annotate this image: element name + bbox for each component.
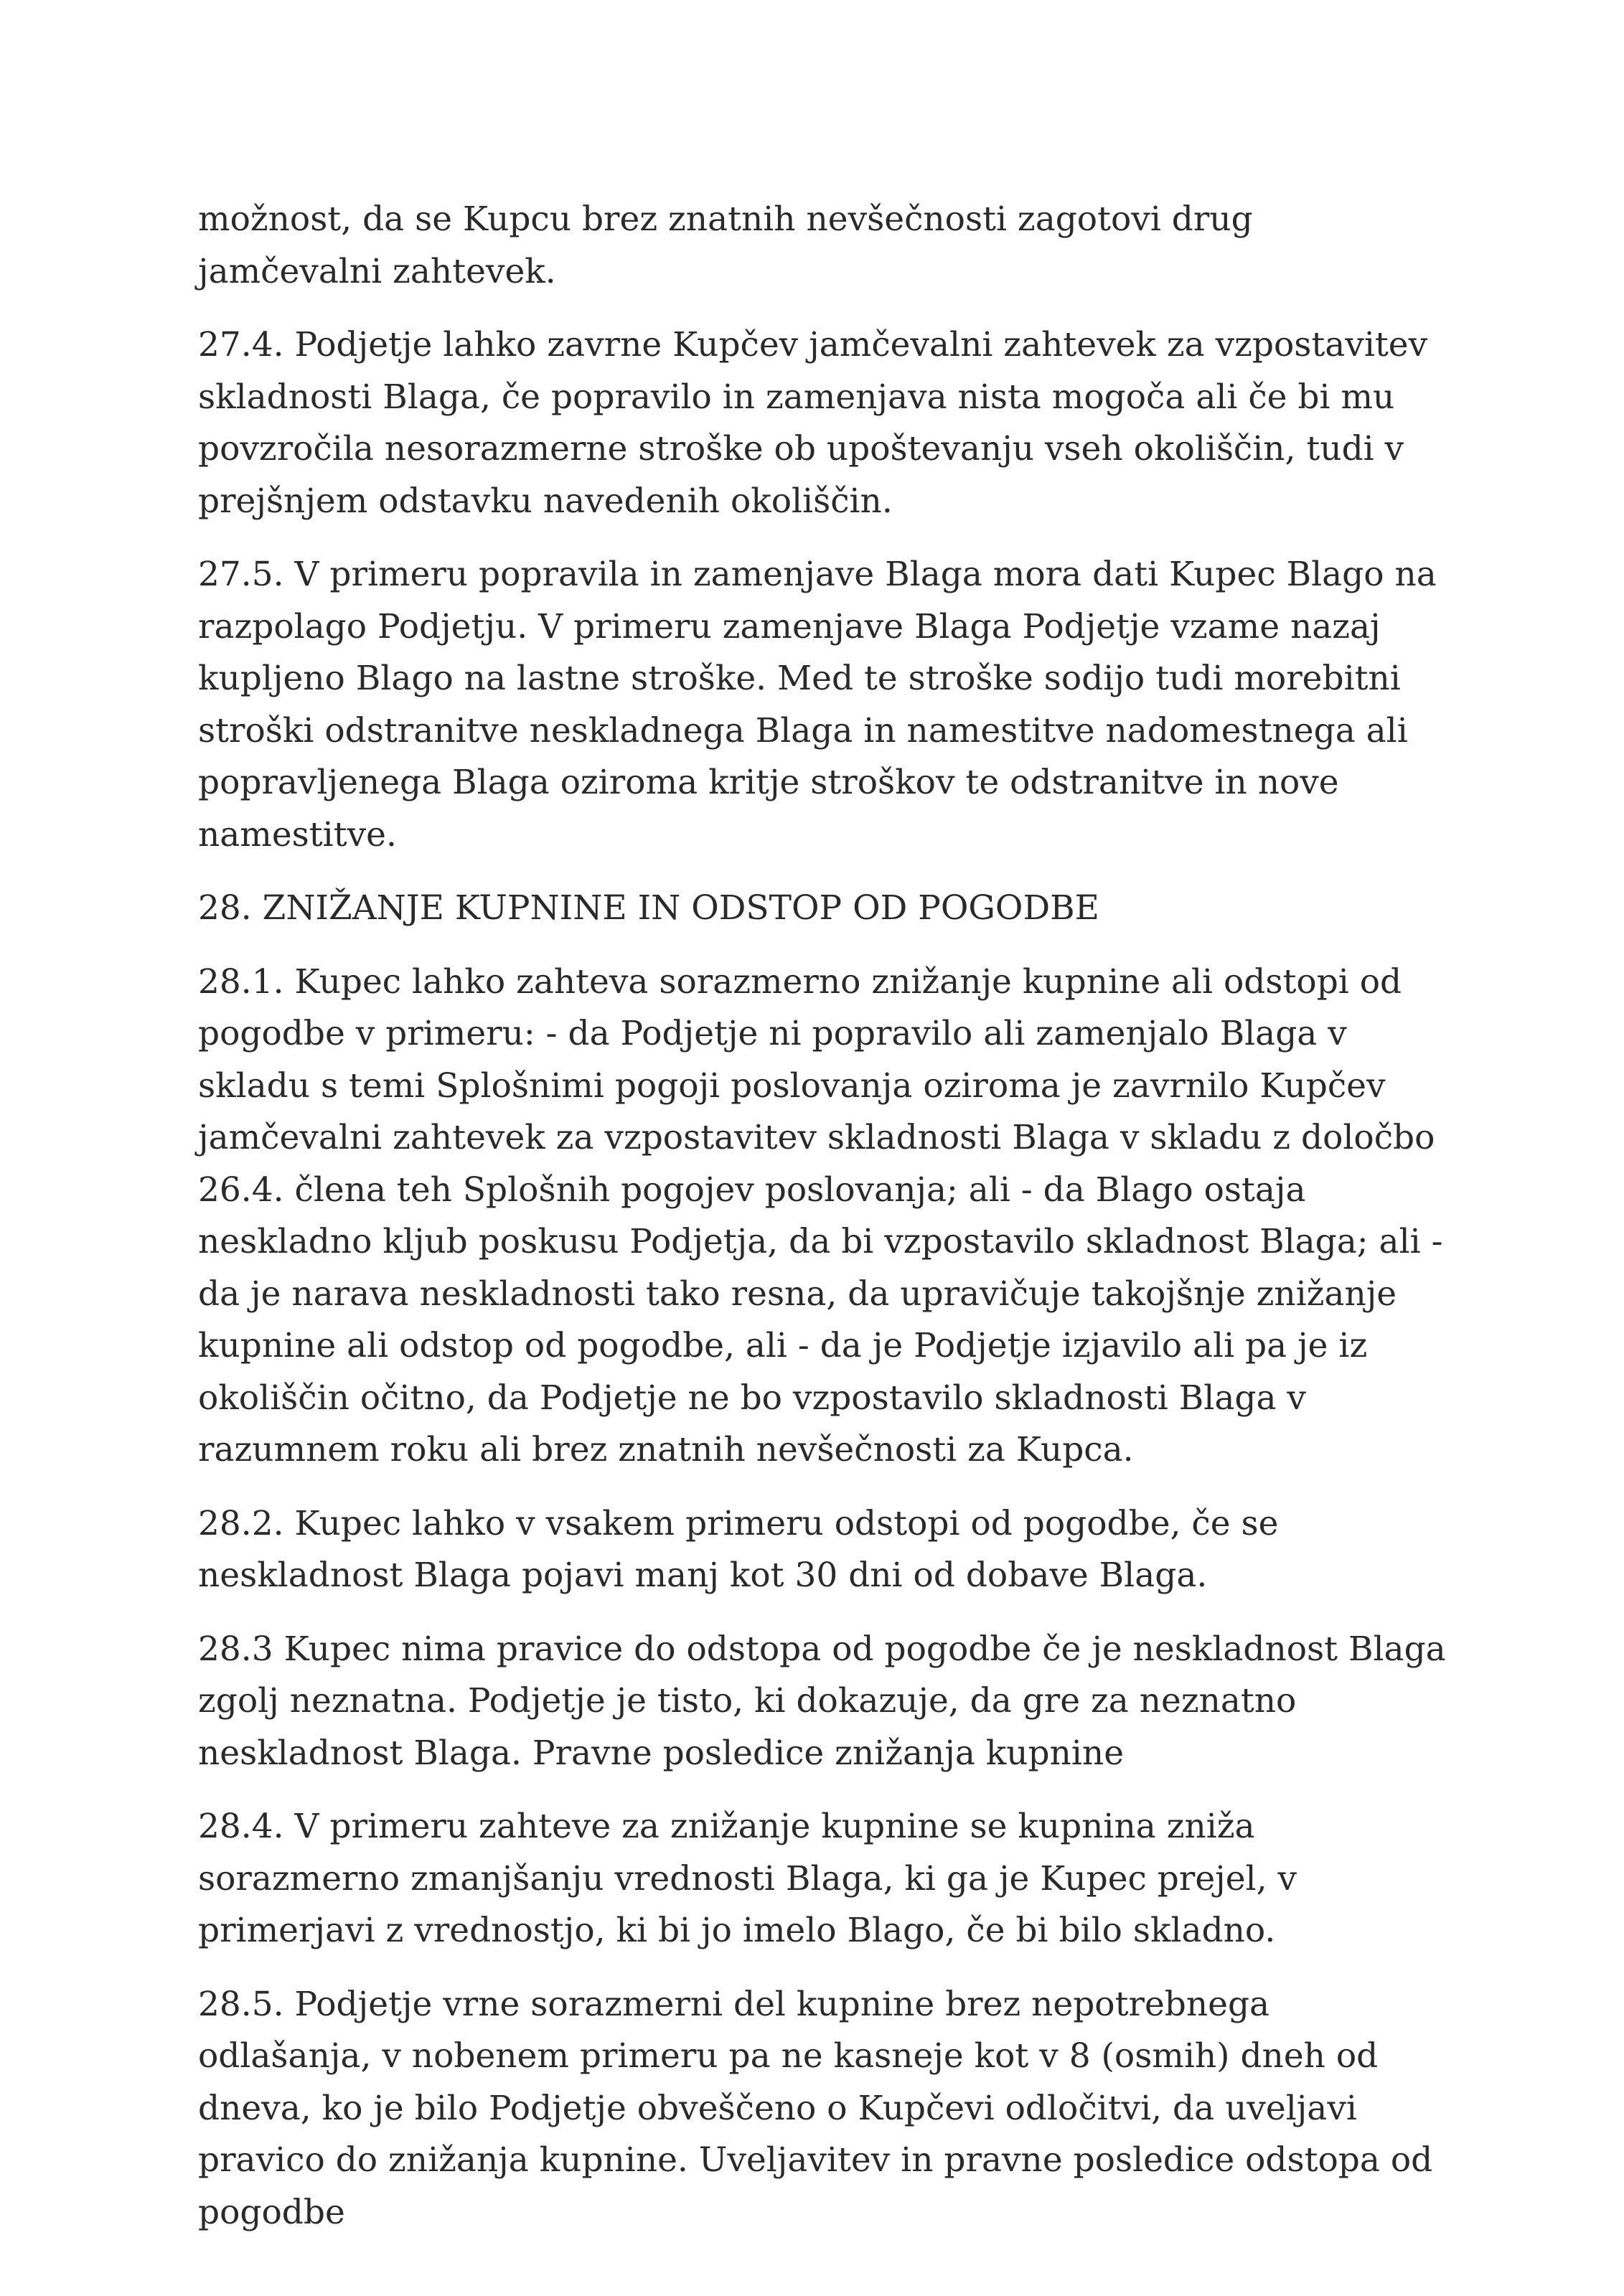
paragraph-continuation: možnost, da se Kupcu brez znatnih nevšečnosti zagotovi drug jamčevalni zahtevek.: [198, 199, 1253, 291]
section-heading-28: 28. ZNIŽANJE KUPNINE IN ODSTOP OD POGODBE: [198, 888, 1099, 928]
paragraph-27-5: 27.5. V primeru popravila in zamenjave Blaga mora dati Kupec Blago na razpolago Podjetju. V primeru zamenjave Blaga Podjetje vzame nazaj kupljeno Blago na lastne stroške. Med te stroške sodijo tudi morebitni stroški odstranitve neskladnega Blaga in namestitve nadomestnega ali popravljenega Blaga oziroma kritje stroškov te odstranitve in nove namestitve.: [198, 555, 1437, 855]
document-body: [198, 194, 1447, 2260]
paragraph-28-1: 28.1. Kupec lahko zahteva sorazmerno znižanje kupnine ali odstopi od pogodbe v primeru: - da Podjetje ni popravilo ali zamenjalo Blaga v skladu s temi Splošnimi pogoji poslovanja oziroma je zavrnilo Kupčev jamčevalni zahtevek za vzpostavitev skladnosti Blaga v skladu z določbo 26.4. člena teh Splošnih pogojev poslovanja; ali - da Blago ostaja neskladno kljub poskusu Podjetja, da bi vzpostavilo skladnost Blaga; ali - da je narava neskladnosti tako resna, da upravičuje takojšnje znižanje kupnine ali odstop od pogodbe, ali - da je Podjetje izjavilo ali pa je iz okoliščin očitno, da Podjetje ne bo vzpostavilo skladnosti Blaga v razumnem roku ali brez znatnih nevšečnosti za Kupca.: [198, 961, 1443, 1469]
paragraph-28-4: 28.4. V primeru zahteve za znižanje kupnine se kupnina zniža sorazmerno zmanjšanju vrednosti Blaga, ki ga je Kupec prejel, v primerjavi z vrednostjo, ki bi jo imelo Blago, če bi bilo skladno.: [198, 1807, 1297, 1950]
paragraph-28-3: 28.3 Kupec nima pravice do odstopa od pogodbe če je neskladnost Blaga zgolj neznatna. Podjetje je tisto, ki dokazuje, da gre za neznatno neskladnost Blaga. Pravne posledice znižanja kupnine: [198, 1629, 1446, 1773]
paragraph-27-4: 27.4. Podjetje lahko zavrne Kupčev jamčevalni zahtevek za vzpostavitev skladnosti Blaga, če popravilo in zamenjava nista mogoča ali če bi mu povzročila nesorazmerne stroške ob upoštevanju vseh okoliščin, tudi v prejšnjem odstavku navedenih okoliščin.: [198, 325, 1428, 521]
paragraph-28-5: 28.5. Podjetje vrne sorazmerni del kupnine brez nepotrebnega odlašanja, v nobenem primeru pa ne kasneje kot v 8 (osmih) dneh od dneva, ko je bilo Podjetje obveščeno o Kupčevi odločitvi, da uveljavi pravico do znižanja kupnine. Uveljavitev in pravne posledice odstopa od pogodbe: [198, 1984, 1433, 2232]
paragraph-28-2: 28.2. Kupec lahko v vsakem primeru odstopi od pogodbe, če se neskladnost Blaga pojavi manj kot 30 dni od dobave Blaga.: [198, 1503, 1279, 1595]
